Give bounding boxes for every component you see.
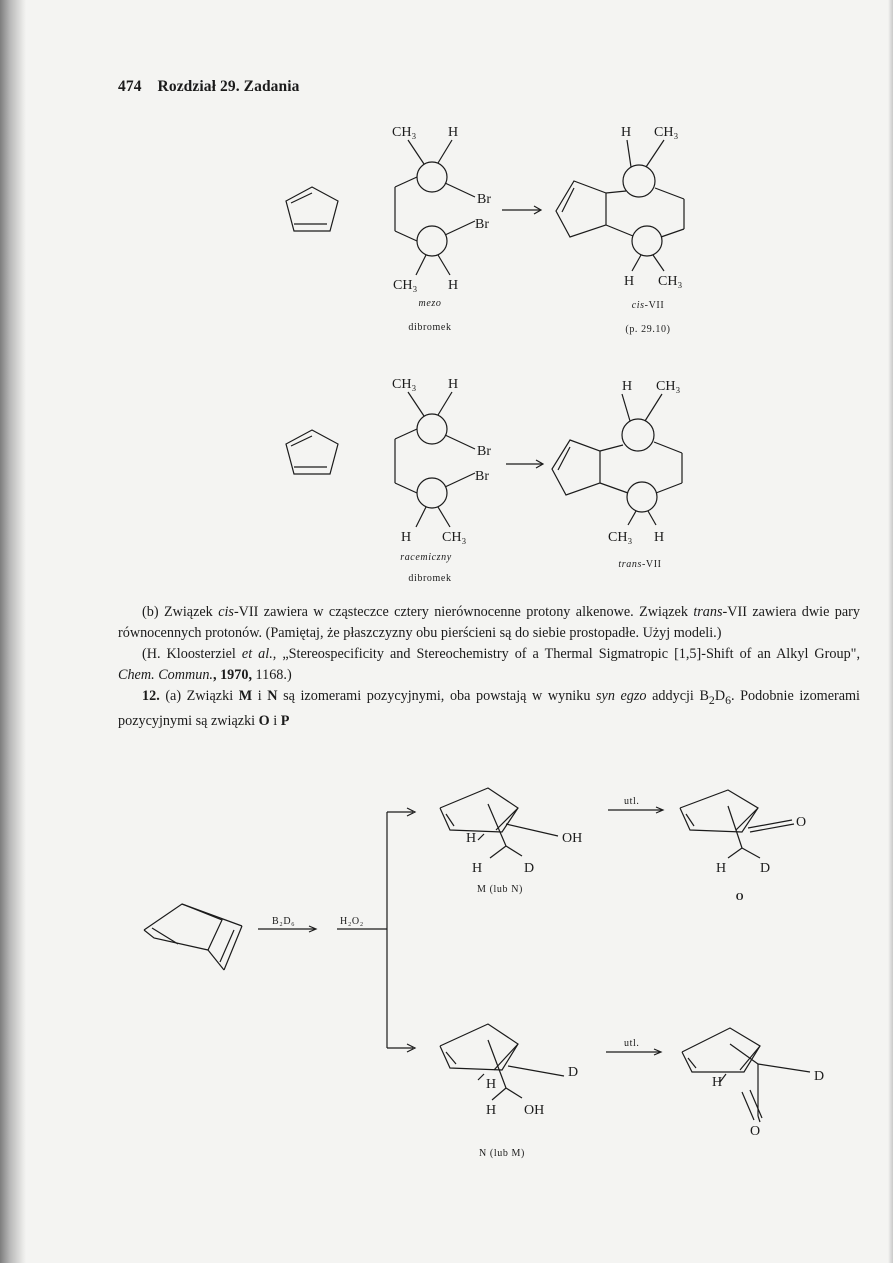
subscript: 2: [708, 692, 715, 707]
caption-n: N (lub M): [479, 1148, 525, 1159]
bromine-label: Br: [475, 469, 489, 484]
compound-label: P: [280, 712, 290, 729]
bromine-label: Br: [475, 217, 489, 232]
paragraph-reference: [118, 644, 860, 686]
text-run-italic: trans: [693, 604, 723, 620]
compound-label: N: [267, 688, 278, 704]
caption-o: O: [735, 892, 745, 903]
journal-year: , 1970,: [212, 667, 252, 683]
body-text: [118, 602, 860, 732]
substituent-label: H: [622, 379, 633, 394]
dibromide-skeleton-left: [395, 140, 475, 275]
text-run: -VII zawiera dwie pary równocennych protonów. (Pamiętaj, że płaszczyzny obu pierścieni są do siebie prostopadłe. Użyj modeli.): [118, 604, 860, 641]
substituent-label: H: [654, 530, 665, 545]
reagent-h2o2: H₂O₂: [340, 916, 364, 927]
atom-label: H: [466, 831, 477, 846]
substituent-label: H: [621, 125, 632, 140]
caption-meso: mezo: [418, 298, 442, 309]
text-run-italic: et al.: [241, 646, 273, 662]
text-run: . Podobnie izomerami pozycyjnymi są związki: [118, 688, 860, 729]
caption-cis-ref: (p. 29.10): [625, 324, 671, 335]
caption-cis-suffix: -VII: [644, 300, 665, 311]
atom-label: H: [486, 1077, 497, 1092]
caption-cis-vii: [632, 300, 665, 311]
substituent-label: CH₃: [608, 530, 633, 545]
chapter-title: Rozdział 29. Zadania: [157, 78, 300, 95]
cyclopentadiene-structure: [286, 187, 338, 231]
bromine-label: Br: [477, 444, 491, 459]
compound-label: O: [258, 712, 270, 729]
hydroxyl-label: OH: [562, 831, 583, 846]
caption-dibromide: dibromek: [408, 322, 452, 333]
bicyclic-diene-structure: [144, 904, 242, 970]
caption-trans-vii: [618, 559, 661, 570]
substituent-label: CH₃: [392, 377, 417, 392]
scheme-trans-reaction: [270, 365, 730, 590]
caption-racemic: racemiczny: [400, 552, 452, 563]
atom-label: H: [712, 1075, 723, 1090]
deuterium-label: D: [760, 861, 771, 876]
problem-number: 12.: [142, 688, 160, 704]
oxidation-label: utl.: [624, 1038, 640, 1049]
ketone-product-o: [680, 790, 794, 858]
text-run-italic: cis: [218, 604, 234, 620]
caption-dibromide: dibromek: [408, 573, 452, 584]
substituent-label: H: [448, 125, 459, 140]
alcohol-product-m: [440, 788, 558, 858]
text-run: 1168.): [252, 667, 292, 683]
paragraph-b: [118, 602, 860, 644]
branch-lines: [387, 808, 415, 1052]
reagent-b2d6: B₂D₆: [272, 916, 296, 927]
substituent-label: CH₃: [654, 125, 679, 140]
text-run: i: [252, 688, 268, 704]
substituent-label: CH₃: [658, 274, 683, 289]
substituent-label: CH₃: [392, 125, 417, 140]
text-run-italic: syn egzo: [596, 688, 647, 704]
text-run: , „Stereospecificity and Stereochemistry of a Thermal Sigmatropic [1,5]-Shift of an Alkyl Group",: [272, 646, 860, 662]
alcohol-product-n: [440, 1024, 564, 1100]
oxidation-arrow-top: [608, 807, 663, 813]
scheme-hydroboration: [130, 770, 850, 1170]
hydroxyl-label: OH: [524, 1103, 545, 1118]
deuterium-label: D: [814, 1069, 825, 1084]
spiro-product-cis: [556, 140, 684, 271]
scheme-cis-reaction: [270, 115, 730, 345]
journal-name: Chem. Commun.: [118, 667, 213, 683]
substituent-label: H: [448, 377, 459, 392]
ketone-product-p: [682, 1028, 810, 1122]
spiro-product-trans: [552, 394, 682, 525]
oxygen-label: O: [750, 1124, 761, 1139]
reaction-arrow: [502, 206, 541, 214]
bromine-label: Br: [477, 192, 491, 207]
cyclopentadiene-structure: [286, 430, 338, 474]
substituent-label: H: [401, 530, 412, 545]
page-number: 474: [118, 78, 142, 95]
text-run: D: [714, 688, 726, 704]
paragraph-problem-12: [118, 686, 860, 732]
page-edge-shadow: [888, 0, 893, 1263]
substituent-label: H: [624, 274, 635, 289]
running-head: [118, 78, 300, 96]
subscript: 6: [725, 692, 732, 707]
caption-cis-prefix: cis: [631, 300, 645, 311]
text-run: addycji B: [646, 688, 709, 704]
text-run: (b) Związek: [142, 604, 219, 620]
text-run: i: [269, 712, 281, 729]
compound-label: M: [238, 688, 253, 704]
atom-label: H: [486, 1103, 497, 1118]
dibromide-skeleton-left: [395, 392, 475, 527]
oxidation-arrow-bottom: [606, 1049, 661, 1055]
text-run: -VII zawiera w cząsteczce cztery nierównocenne protony alkenowe. Związek: [233, 604, 694, 620]
caption-trans-suffix: -VII: [641, 559, 662, 570]
substituent-label: CH₃: [393, 278, 418, 293]
oxidation-label: utl.: [624, 796, 640, 807]
substituent-label: CH₃: [442, 530, 467, 545]
page-binding-shadow: [0, 0, 26, 1263]
caption-trans-prefix: trans: [618, 559, 642, 570]
substituent-label: CH₃: [656, 379, 681, 394]
deuterium-label: D: [568, 1065, 579, 1080]
deuterium-label: D: [524, 861, 535, 876]
substituent-label: H: [448, 278, 459, 293]
reaction-arrow: [506, 460, 543, 468]
text-run: (H. Kloosterziel: [142, 646, 242, 662]
text-run: (a) Związki: [159, 688, 239, 704]
atom-label: H: [472, 861, 483, 876]
atom-label: H: [716, 861, 727, 876]
oxygen-label: O: [796, 815, 807, 830]
text-run: są izomerami pozycyjnymi, oba powstają w wyniku: [277, 688, 597, 704]
caption-m: M (lub N): [477, 884, 523, 895]
